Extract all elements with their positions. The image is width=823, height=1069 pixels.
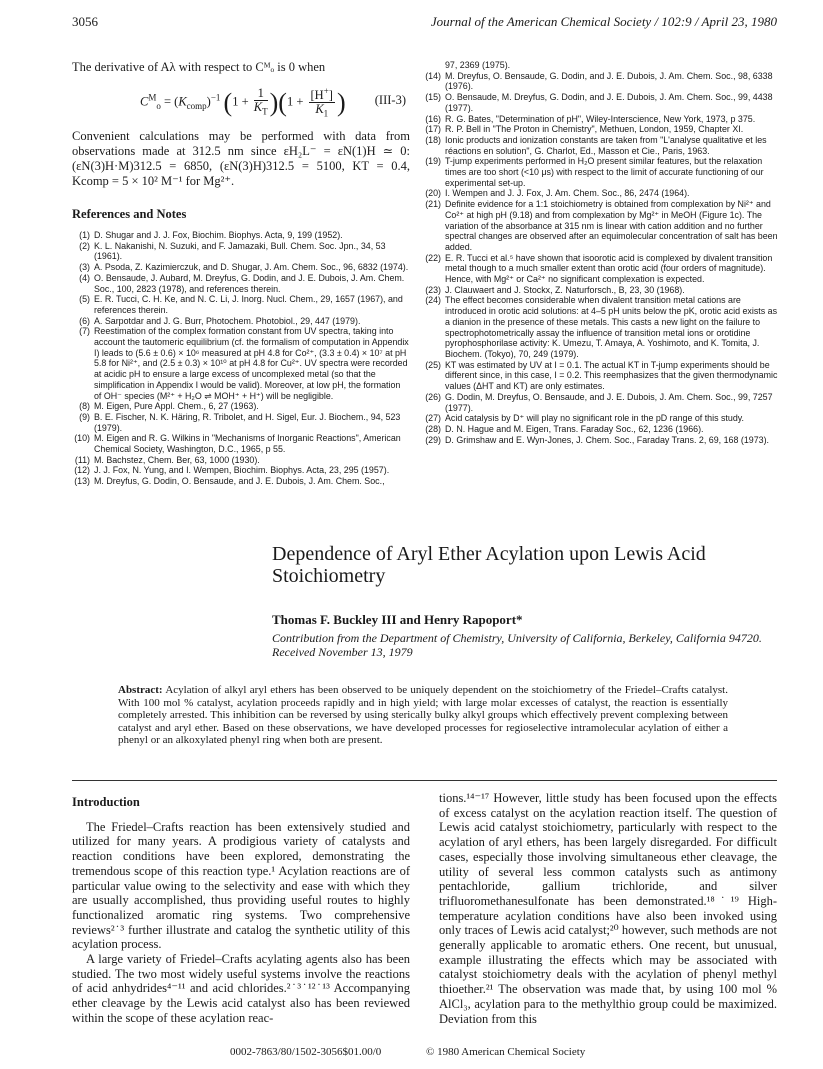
article-title: Dependence of Aryl Ether Acylation upon Lewis Acid Stoichiometry	[272, 543, 706, 587]
reference-number: (17)	[425, 124, 441, 135]
reference-text: M. Dreyfus, G. Dodin, O. Bensaude, and J. E. Dubois, J. Am. Chem. Soc.,	[94, 476, 385, 487]
reference-item	[72, 465, 410, 476]
reference-item	[423, 135, 780, 156]
reference-continuation: 97, 2369 (1975).	[445, 60, 511, 70]
reference-item	[423, 435, 780, 446]
calculation-paragraph: Convenient calculations may be performed with data from observations made at 312.5 nm since εH₂L⁻ = εN(1)H ≃ 0: (εN(3)H·M)312.5 = 6850, (εN(3)H)312.5 = 5100, KT = 0.4, Kcomp = 5 × 10² M⁻¹ for Mg²⁺.	[72, 129, 410, 188]
running-header	[72, 14, 777, 32]
reference-text: A. Sarpotdar and J. G. Burr, Photochem. Photobiol., 29, 447 (1979).	[94, 315, 361, 326]
reference-item	[72, 476, 410, 487]
left-column	[72, 60, 410, 487]
reference-number: (6)	[79, 315, 90, 326]
reference-number: (1)	[79, 230, 90, 240]
equation-iii-3	[72, 79, 410, 123]
reference-number: (23)	[425, 284, 441, 295]
reference-number: (10)	[74, 433, 90, 444]
reference-number: (7)	[79, 326, 90, 337]
reference-item	[72, 412, 410, 433]
reference-item	[72, 262, 410, 273]
reference-item	[423, 424, 780, 435]
journal-citation: Journal of the American Chemical Society / 102:9 / April 23, 1980	[430, 14, 777, 29]
references-list-right	[423, 60, 780, 445]
intro-left-column	[72, 795, 410, 1026]
reference-number: (18)	[425, 134, 441, 145]
reference-text: A. Psoda, Z. Kazimierczuk, and D. Shugar, J. Am. Chem. Soc., 96, 6832 (1974).	[94, 262, 409, 273]
reference-text: The effect becomes considerable when divalent transition metal cations are introduced in orotic acid solutions: at 4–5 pH units below the pK, orotic acid exists as a dianion in the presence of these metals. This casts a new light on the failure to spectrophotometrically assay the influence of transition metal ions or orotidine pyrophosphorilase activity: K. Umezu, T. Amaya, A. Yoshimoto, and K. Tomita, J. Biochem. (Tokyo), 70, 249 (1979).	[445, 295, 778, 359]
reference-item	[423, 360, 780, 392]
reference-item	[423, 285, 780, 296]
reference-item	[72, 230, 410, 241]
reference-number: (15)	[425, 92, 441, 103]
reference-item	[423, 392, 780, 413]
reference-number: (2)	[79, 240, 90, 251]
reference-number: (24)	[425, 295, 441, 306]
intro-right-column	[439, 791, 777, 1026]
reference-text: R. G. Bates, "Determination of pH", Wiley-Interscience, New York, 1973, p 375.	[445, 113, 756, 124]
reference-number: (26)	[425, 391, 441, 402]
reference-item	[423, 71, 780, 92]
reference-item	[423, 124, 780, 135]
equation-number: (III-3)	[374, 93, 406, 107]
reference-item	[423, 295, 780, 359]
reference-text: I. Wempen and J. J. Fox, J. Am. Chem. Soc., 86, 2474 (1964).	[445, 188, 690, 199]
reference-item	[72, 273, 410, 294]
reference-text: Acid catalysis by D⁺ will play no significant role in the pD range of this study.	[445, 413, 745, 424]
reference-text: K. L. Nakanishi, N. Suzuki, and F. Jamazaki, Bull. Chem. Soc. Jpn., 34, 53 (1961).	[94, 240, 386, 262]
reference-text: E. R. Tucci et al.⁵ have shown that isoorotic acid is complexed by divalent transition metal though to a much smaller extent than orotic acid (four orders of magnitude). Hence, with Mg²⁺ or Ca²⁺ no significant complexation is expected.	[445, 252, 773, 285]
reference-text: T-jump experiments performed in H₂O present similar features, but the relaxation times are too short (<10 μs) with respect to the limit of accurate functioning of our experimental set-up.	[445, 156, 764, 188]
reference-text: Ionic products and ionization constants are taken from "L'analyse qualitative et les réactions en solution", G. Charlot, Ed., Masson et Cie., Paris, 1963.	[445, 134, 767, 156]
reference-text: D. Grimshaw and E. Wyn-Jones, J. Chem. Soc., Faraday Trans. 2, 69, 168 (1973).	[445, 434, 769, 445]
reference-text: J. J. Fox, N. Yung, and I. Wempen, Biochim. Biophys. Acta, 23, 295 (1957).	[94, 465, 390, 476]
reference-number: (20)	[425, 188, 441, 199]
reference-text: M. Bachstez, Chem. Ber, 63, 1000 (1930).	[94, 454, 260, 465]
reference-item	[72, 326, 410, 401]
reference-number: (16)	[425, 113, 441, 124]
reference-number: (11)	[74, 454, 90, 465]
intro-paragraph-continued: tions.¹⁴⁻¹⁷ However, little study has been focused upon the effects of excess catalyst on the acylation reaction itself. The question of Lewis acid catalyst stoichiometry, particularly with respect to the acylation of aryl ethers, has been largely disregarded. For difficult cases, especially those involving simultaneous ether cleavage, the utility of several less common catalysts such as antimony pentachloride, gallium trichloride, and silver trifluoromethanesulfonate has been demonstrated.¹⁸˙¹⁹ High-temperature acylation conditions have also been invoked using only traces of Lewis acid catalyst;²⁰ however, such methods are not generally applicable to aromatic ethers. One recent, but unusual, example illustrating the effects which may be associated with catalyst stoichiometry deals with the acylation of phenyl methyl thioether.²¹ The observation was made that, by using 100 mol % AlCl₃, acylation para to the methylthio group could be maximized. Deviation from this	[439, 791, 777, 1026]
reference-item	[423, 92, 780, 113]
reference-text: G. Dodin, M. Dreyfus, O. Bensaude, and J. E. Dubois, J. Am. Chem. Soc., 99, 7257 (1977).	[445, 391, 773, 413]
reference-number: (13)	[74, 476, 90, 487]
reference-item	[423, 413, 780, 424]
footer-copyright: © 1980 American Chemical Society	[426, 1046, 586, 1058]
intro-paragraph-1: The Friedel–Crafts reaction has been extensively studied and utilized for many years. A prodigious variety of catalysts and reaction conditions have been explored, demonstrating the tremendous scope of this reaction type.¹ Acylation reactions are of particular value owing to the selectivity and ease with which they are usually accomplished, thus providing useful routes to highly functionalized aromatic ring systems. Two comprehensive reviews²˙³ further illustrate and catalog the synthetic utility of this acylation process.	[72, 819, 410, 952]
reference-number: (12)	[74, 465, 90, 476]
reference-item	[72, 294, 410, 315]
reference-text: B. E. Fischer, N. K. Häring, R. Tribolet, and H. Sigel, Eur. J. Biochem., 94, 523 (1979).	[94, 411, 401, 433]
reference-item	[72, 455, 410, 466]
reference-text: O. Bensaude, J. Aubard, M. Dreyfus, G. Dodin, and J. E. Dubois, J. Am. Chem. Soc., 100, 2823 (1978), and references therein.	[94, 272, 405, 294]
reference-number: (5)	[79, 294, 90, 305]
reference-item	[423, 114, 780, 125]
reference-text: E. R. Tucci, C. H. Ke, and N. C. Li, J. Inorg. Nucl. Chem., 29, 1657 (1967), and references therein.	[94, 294, 403, 315]
reference-item	[72, 241, 410, 262]
reference-item	[423, 199, 780, 253]
reference-item	[72, 433, 410, 454]
references-heading: References and Notes	[72, 207, 187, 221]
article-affiliation: Contribution from the Department of Chemistry, University of California, Berkeley, California 94720. Received November 13, 1979	[272, 631, 762, 659]
reference-text: KT was estimated by UV at I = 0.1. The actual KT in T-jump experiments should be different since, in this case, I = 0.2. This reemphasizes that the given thermodynamic values (ΔHT and KT) are only estimates.	[445, 359, 778, 392]
reference-text: M. Dreyfus, O. Bensaude, G. Dodin, and J. E. Dubois, J. Am. Chem. Soc., 98, 6338 (1976).	[445, 70, 773, 92]
equation-body: $C^M_o = (K_{comp})^{-1}$ (1 + $\frac{1}{K_T}$ )(1 + $\frac{[H^+]}{K_1}$ )	[140, 86, 346, 119]
page-number: 3056	[72, 14, 98, 29]
reference-text: Reestimation of the complex formation constant from UV spectra, taking into account the tautomeric equilibrium (cf. the formalism of computation in Appendix I) leads to (5.6 ± 0.6) × 10⁶ measured at pH 4.8 for Co²⁺, (3.3 ± 0.4) × 10⁷ at pH 5.8 for Ni²⁺, and (2.5 ± 0.3) × 10¹⁰ at pH 4.8 for Cu²⁺. UV spectra were recorded at acidic pH to ensure a large excess of uncomplexed metal (so that the simplification in Appendix I would be valid). Moreover, at low pH, the formation of OH⁻ species (M²⁺ + H₂O ⇌ MOH⁺ + H⁺) will be negligible.	[94, 326, 409, 401]
abstract-label: Abstract:	[118, 684, 163, 696]
reference-number: (8)	[79, 401, 90, 412]
abstract-text: Acylation of alkyl aryl ethers has been observed to be uniquely dependent on the stoichiometry of the Friedel–Crafts catalyst. With 100 mol % catalyst, acylation proceeds rapidly and in high yield; with large molar excesses of catalyst, the reaction is essentially completely arrested. This inhibition can be reversed by using sterically bulky alkyl groups which effectively prevent complexing between catalyst and aryl ether. Based on these observations, we have developed processes for regioselective intramolecular acylation of either a phenyl or an alkoxylated phenyl ring when both are present.	[118, 684, 728, 746]
reference-number: (27)	[425, 413, 441, 424]
reference-number: (4)	[79, 272, 90, 283]
abstract	[118, 684, 728, 747]
reference-text: M. Eigen, Pure Appl. Chem., 6, 27 (1963).	[94, 401, 259, 412]
reference-text: J. Clauwaert and J. Stockx, Z. Naturforsch., B, 23, 30 (1968).	[445, 284, 685, 295]
reference-number: (25)	[425, 359, 441, 370]
reference-text: Definite evidence for a 1:1 stoichiometry is obtained from complexation by Ni²⁺ and Co²⁺ at high pH (9.18) and from complexation by Mg²⁺ in MeOH (Figure 1c). The variation of the absorbance at 315 nm is linear with cation addition and no further spectral changes are observed after an equimolecular concentration of salt has been added.	[445, 199, 778, 252]
reference-number: (9)	[79, 411, 90, 422]
reference-text: R. P. Bell in "The Proton in Chemistry", Methuen, London, 1959, Chapter XI.	[445, 124, 744, 135]
reference-number: (22)	[425, 252, 441, 263]
reference-number: (19)	[425, 156, 441, 167]
reference-item	[423, 156, 780, 188]
reference-item	[423, 253, 780, 285]
reference-item	[72, 401, 410, 412]
section-divider	[72, 780, 777, 781]
reference-text: D. Shugar and J. J. Fox, Biochim. Biophys. Acta, 9, 199 (1952).	[94, 230, 343, 240]
reference-text: M. Eigen and R. G. Wilkins in "Mechanisms of Inorganic Reactions", American Chemical Society, Washington, D.C., 1965, p 55.	[94, 433, 401, 455]
reference-number: (29)	[425, 434, 441, 445]
derivative-intro: The derivative of Aλ with respect to Cᴹₒ is 0 when	[72, 60, 326, 74]
reference-item	[72, 316, 410, 327]
intro-paragraph-2: A large variety of Friedel–Crafts acylating agents also has been studied. The two most widely useful systems involve the reactions of acid anhydrides⁴⁻¹¹ and acid chlorides.²˙³˙¹²˙¹³ Accompanying ether cleavage by the Lewis acid catalyst also has been reviewed within the scope of these acylation reac-	[72, 952, 410, 1025]
footer-code: 0002-7863/80/1502-3056$01.00/0	[230, 1046, 382, 1058]
references-list-left	[72, 230, 410, 487]
reference-item	[423, 188, 780, 199]
intro-heading: Introduction	[72, 795, 140, 809]
reference-number: (21)	[425, 199, 441, 210]
reference-text: O. Bensaude, M. Dreyfus, G. Dodin, and J. E. Dubois, J. Am. Chem. Soc., 99, 4438 (1977).	[445, 92, 773, 113]
reference-number: (3)	[79, 262, 90, 273]
article-authors: Thomas F. Buckley III and Henry Rapoport*	[272, 612, 523, 627]
reference-text: D. N. Hague and M. Eigen, Trans. Faraday Soc., 62, 1236 (1966).	[445, 423, 704, 434]
reference-number: (14)	[425, 70, 441, 81]
reference-number: (28)	[425, 423, 441, 434]
